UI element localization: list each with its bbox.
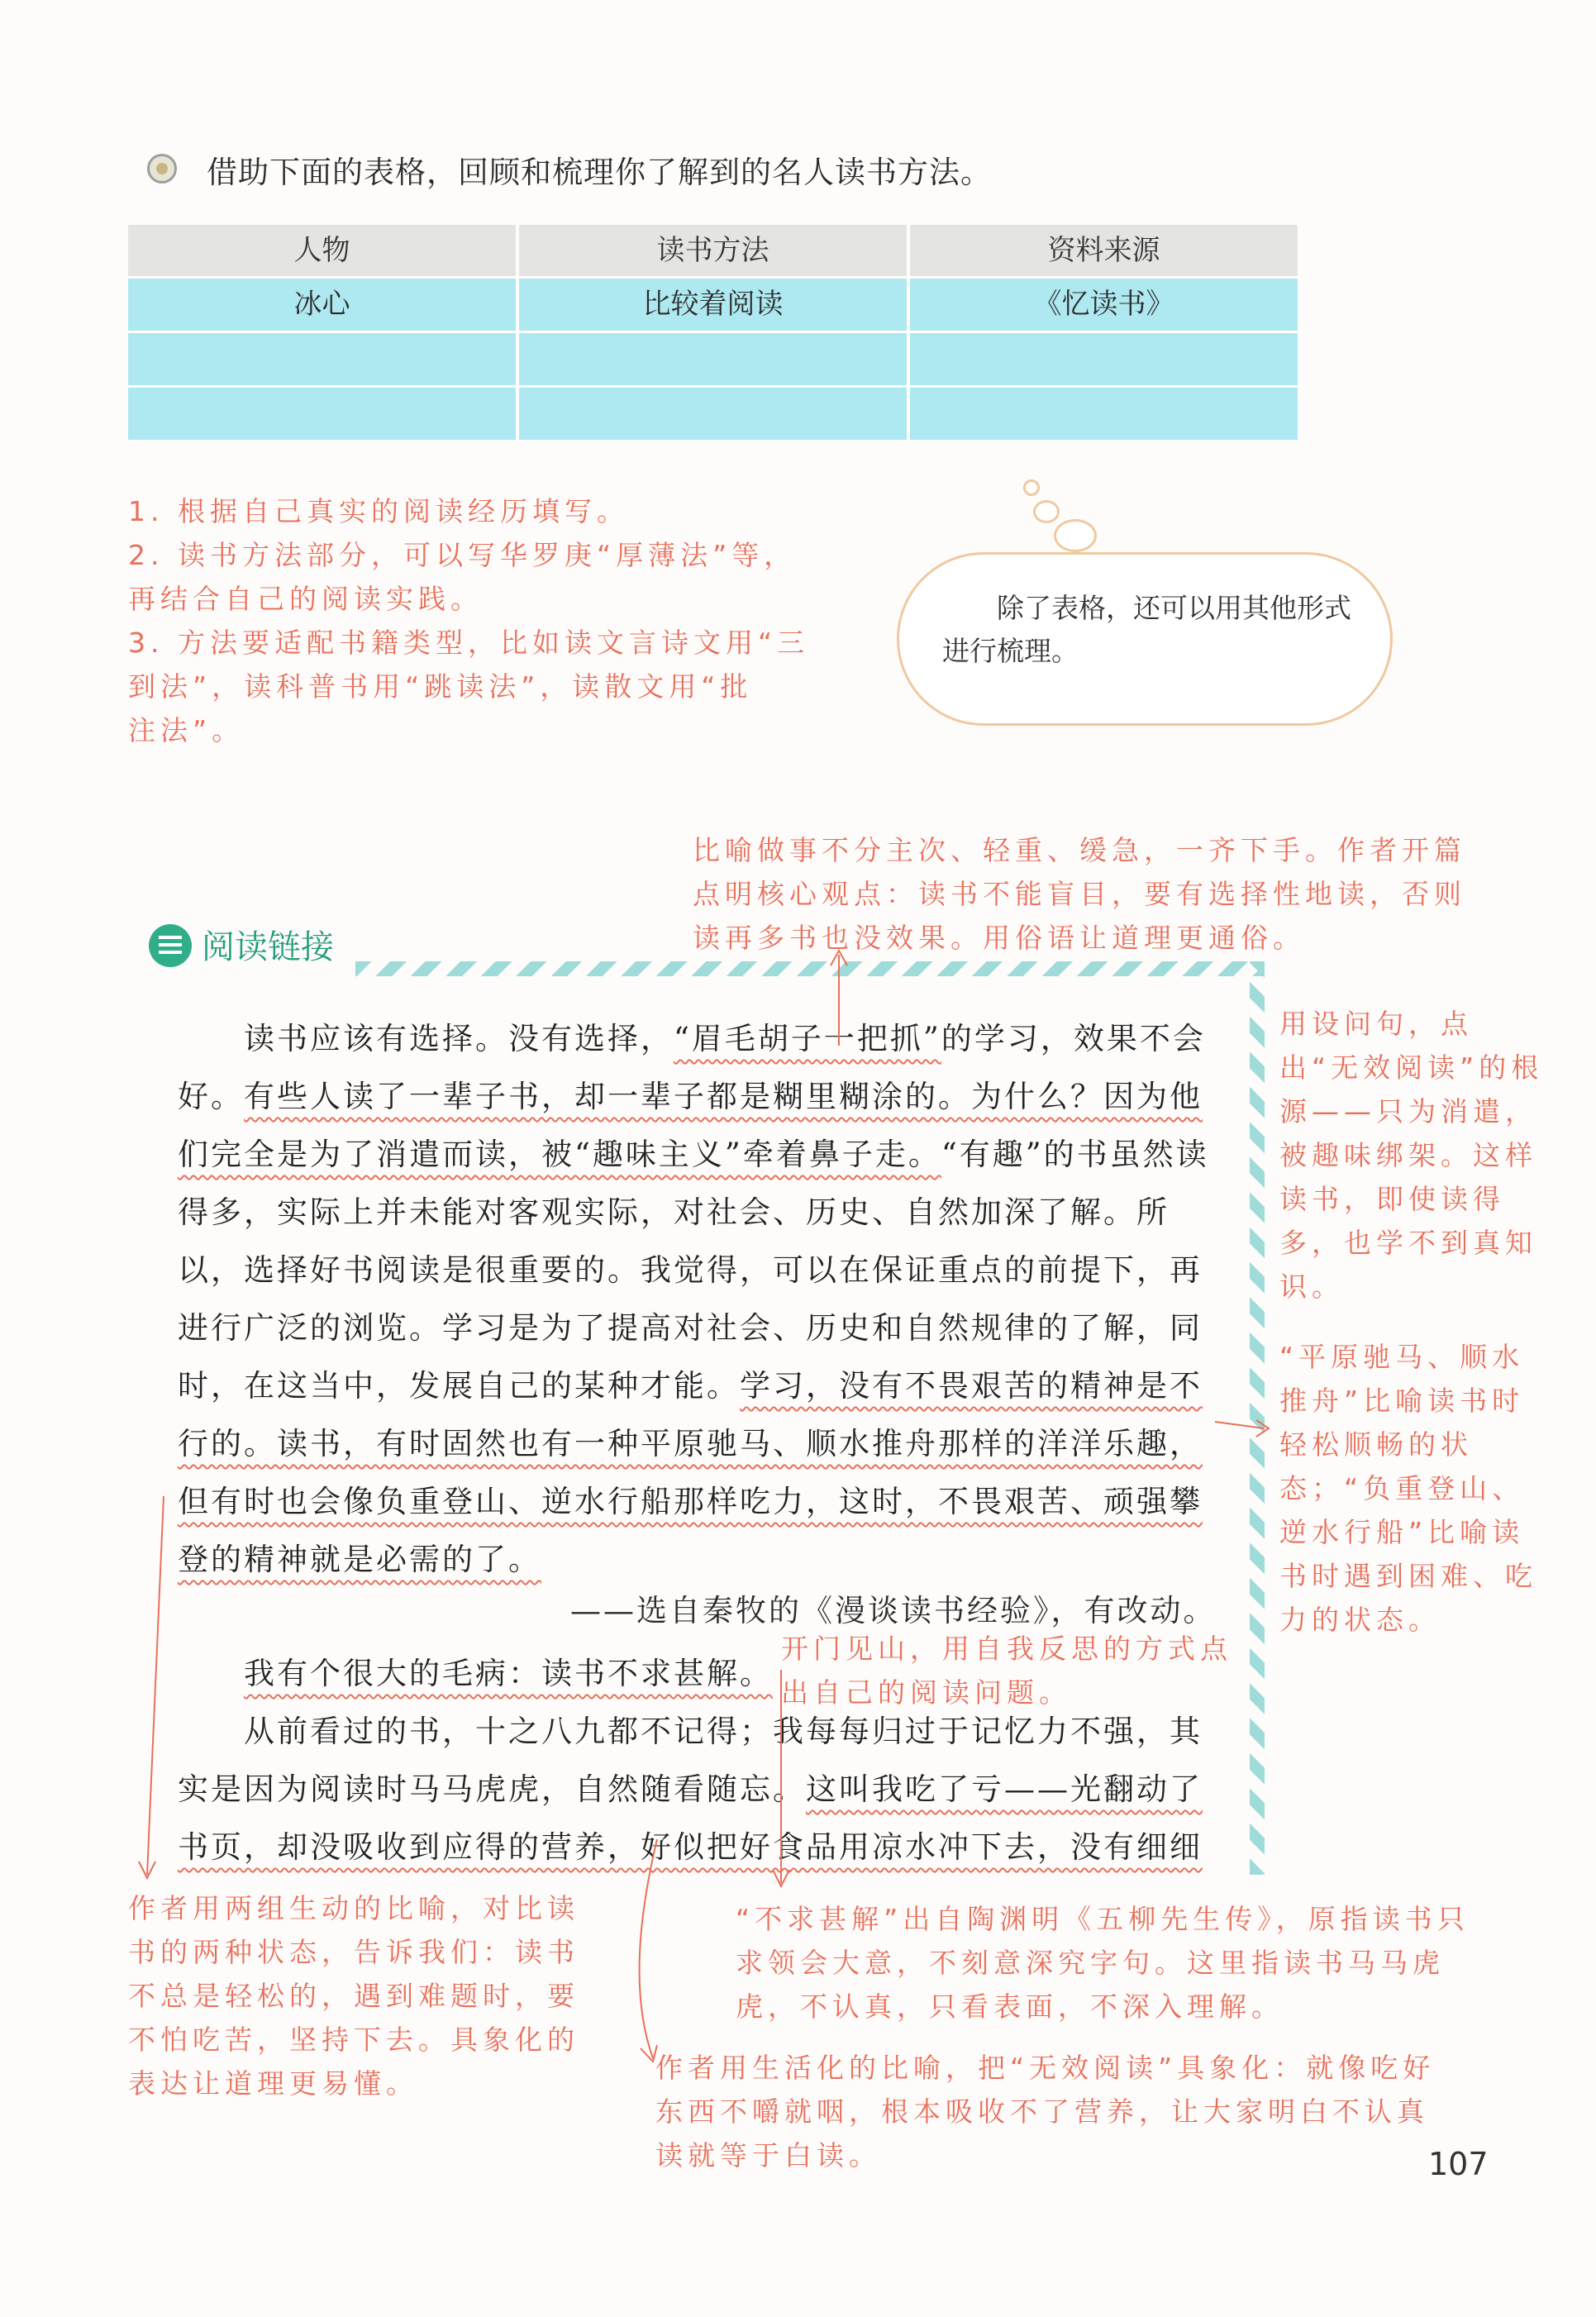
reading-link-title: 阅读链接 xyxy=(202,928,334,966)
metaphor-underlined: 学习，没有不畏艰苦的精神是不行的。读书，有时固然也有一种平原驰马、顺水推舟那样的洋洋乐趣，但有时也会像负重登山、逆水行船那样吃力，这时，不畏艰苦、顽强攀登的精神就是必需的了。 xyxy=(178,1368,1203,1577)
food-metaphor-underlined: 这叫我吃了亏——光翻动了书页，却没吸收到应得的营养，好似把好食品用凉水冲下去，没有细细 xyxy=(178,1771,1203,1865)
annotation-metaphor: “平原驰马、顺水推舟”比喻读书时轻松顺畅的状态；“负重登山、逆水行船”比喻读书时遇到困难、吃力的状态。 xyxy=(1279,1341,1537,1636)
arrow-line-food-metaphor xyxy=(640,1839,657,2058)
article-text: 从前看过的书，十之八九都不记得；我每每归过于记忆力不强，其实是因为阅读时马马虎虎，自然随看随忘。 xyxy=(178,1714,1203,1807)
arrow-line-two-metaphors xyxy=(147,1496,164,1875)
filling-tips-annotation: 1. 根据自己真实的阅读经历填写。 2. 读书方法部分，可以写华罗庚“厚薄法”等， 再结合自己的阅读实践。 3. 方法要适配书籍类型，比如读文言诗文用“三 到法”，读科普书用“跳读法”，读散文用“批 注法”。 xyxy=(128,495,810,746)
annotation-bu-qiu-shen-jie: “不求甚解”出自陶渊明《五柳先生传》，原指读书只求领会大意，不刻意深究字句。这里指读书马马虎虎，不认真，只看表面，不深入理解。 xyxy=(736,1903,1470,2023)
page-number: 107 xyxy=(1428,2146,1489,2182)
annotation-idiom: 比喻做事不分主次、轻重、缓急，一齐下手。作者开篇点明核心观点：读书不能盲目，要有选择性地读，否则读再多书也没效果。用俗语让道理更通俗。 xyxy=(693,834,1466,954)
article-text: “有趣”的书虽然读得多，实际上并未能对客观实际，对社会、历史、自然加深了解。所以，选择好书阅读是很重要的。我觉得，可以在保证重点的前提下，再进行广泛的浏览。学习是为了提高对社会、历史和自然规律的了解，同时，在这当中，发展自己的某种才能。 xyxy=(178,1137,1209,1404)
annotation-two-metaphors: 作者用两组生动的比喻，对比读书的两种状态，告诉我们：读书不总是轻松的，遇到难题时，要不怕吃苦，坚持下去。具象化的表达让道理更易懂。 xyxy=(128,1892,579,2100)
annotation-self-reflection: 开门见山，用自我反思的方式点出自己的阅读问题。 xyxy=(781,1633,1232,1709)
annotation-rhetorical-question: 用设问句，点出“无效阅读”的根源——只为消遣，被趣味绑架。这样读书，即使读得多，也学不到真知识。 xyxy=(1279,1008,1544,1303)
table-cell[interactable]: 冰心 xyxy=(128,276,519,331)
rhetorical-question-underlined: 有些人读了一辈子书，却一辈子都是糊里糊涂的。为什么？因为他们完全是为了消遣而读，被“趣味主义”牵着鼻子走。 xyxy=(178,1079,1203,1172)
annotation-food-metaphor: 作者用生活化的比喻，把“无效阅读”具象化：就像吃好东西不嚼就咽，根本吸收不了营养，让大家明白不认真读就等于白读。 xyxy=(655,2052,1436,2172)
idiom-underlined: “眉毛胡子一把抓” xyxy=(674,1021,941,1056)
arrow-line-metaphor xyxy=(1215,1422,1265,1428)
table-header-source: 资料来源 xyxy=(910,225,1298,276)
article-text: 的学习，效果不会好。 xyxy=(178,1021,1206,1114)
article-text: 读书应该有选择。没有选择， xyxy=(244,1021,674,1056)
self-reflection-underlined: 我有个很大的毛病：读书不求甚解。 xyxy=(244,1656,773,1691)
article-source: ——选自秦牧的《漫谈读书经验》，有改动。 xyxy=(570,1593,1217,1628)
table-cell[interactable]: 《忆读书》 xyxy=(910,276,1298,331)
table-header-method: 读书方法 xyxy=(519,225,910,276)
task-instruction: 借助下面的表格，回顾和梳理你了解到的名人读书方法。 xyxy=(207,155,992,190)
table-header-person: 人物 xyxy=(128,225,519,276)
table-cell[interactable]: 比较着阅读 xyxy=(519,276,910,331)
thought-bubble-text: 除了表格，还可以用其他形式进行梳理。 xyxy=(942,592,1351,667)
